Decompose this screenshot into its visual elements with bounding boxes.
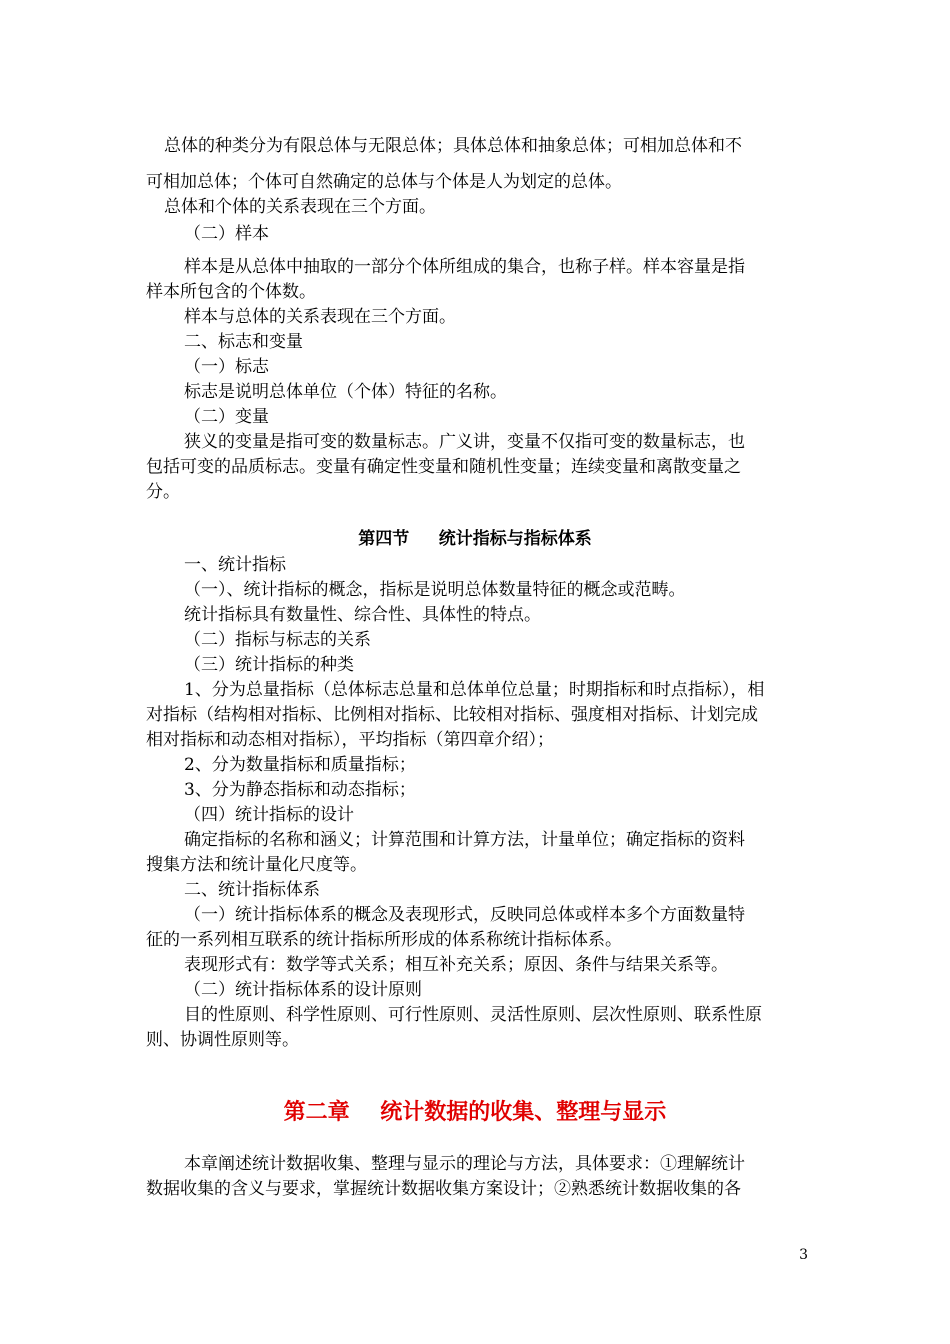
text-line: 本章阐述统计数据收集、整理与显示的理论与方法，具体要求：①理解统计 — [184, 1154, 745, 1174]
text-line: 包括可变的品质标志。变量有确定性变量和随机性变量；连续变量和离散变量之 — [146, 457, 741, 477]
text-line: 二、标志和变量 — [184, 332, 303, 352]
text-line: 统计指标具有数量性、综合性、具体性的特点。 — [184, 605, 541, 625]
text-line: 狭义的变量是指可变的数量标志。广义讲，变量不仅指可变的数量标志，也 — [184, 432, 745, 452]
section-title: 第四节 统计指标与指标体系 — [358, 529, 592, 549]
text-line: 样本是从总体中抽取的一部分个体所组成的集合，也称子样。样本容量是指 — [184, 257, 745, 277]
text-line: 样本所包含的个体数。 — [146, 282, 316, 302]
chapter-title: 第二章 统计数据的收集、整理与显示 — [283, 1099, 667, 1125]
text-line: 1、分为总量指标（总体标志总量和总体单位总量；时期指标和时点指标），相 — [184, 680, 765, 700]
text-line: 3、分为静态指标和动态指标； — [184, 780, 416, 800]
text-line: 表现形式有：数学等式关系；相互补充关系；原因、条件与结果关系等。 — [184, 955, 728, 975]
text-line: 二、统计指标体系 — [184, 880, 320, 900]
text-line: 确定指标的名称和涵义；计算范围和计算方法，计量单位；确定指标的资料 — [184, 830, 745, 850]
text-line: （三）统计指标的种类 — [184, 655, 354, 675]
text-line: 对指标（结构相对指标、比例相对指标、比较相对指标、强度相对指标、计划完成 — [146, 705, 758, 725]
text-line: 一、统计指标 — [184, 555, 286, 575]
text-line: 总体的种类分为有限总体与无限总体；具体总体和抽象总体；可相加总体和不 — [164, 136, 742, 156]
text-line: （二）统计指标体系的设计原则 — [184, 980, 422, 1000]
text-line: 分。 — [146, 482, 180, 502]
text-line: （一）、统计指标的概念，指标是说明总体数量特征的概念或范畴。 — [184, 580, 686, 600]
text-line: 标志是说明总体单位（个体）特征的名称。 — [184, 382, 507, 402]
text-line: （四）统计指标的设计 — [184, 805, 354, 825]
text-line: 目的性原则、科学性原则、可行性原则、灵活性原则、层次性原则、联系性原 — [184, 1005, 762, 1025]
text-line: 样本与总体的关系表现在三个方面。 — [184, 307, 456, 327]
text-line: 可相加总体；个体可自然确定的总体与个体是人为划定的总体。 — [146, 172, 622, 192]
text-line: 相对指标和动态相对指标），平均指标（第四章介绍）； — [146, 730, 554, 750]
text-line: 搜集方法和统计量化尺度等。 — [146, 855, 367, 875]
text-line: （一）统计指标体系的概念及表现形式，反映同总体或样本多个方面数量特 — [184, 905, 745, 925]
text-line: （二）样本 — [184, 224, 269, 244]
text-line: （二）变量 — [184, 407, 269, 427]
text-line: 征的一系列相互联系的统计指标所形成的体系称统计指标体系。 — [146, 930, 622, 950]
page-number: 3 — [799, 1247, 808, 1263]
text-line: 则、协调性原则等。 — [146, 1030, 299, 1050]
text-line: 数据收集的含义与要求，掌握统计数据收集方案设计；②熟悉统计数据收集的各 — [146, 1179, 741, 1199]
text-line: （一）标志 — [184, 357, 269, 377]
text-line: 总体和个体的关系表现在三个方面。 — [164, 197, 436, 217]
text-line: （二）指标与标志的关系 — [184, 630, 371, 650]
text-line: 2、分为数量指标和质量指标； — [184, 755, 416, 775]
